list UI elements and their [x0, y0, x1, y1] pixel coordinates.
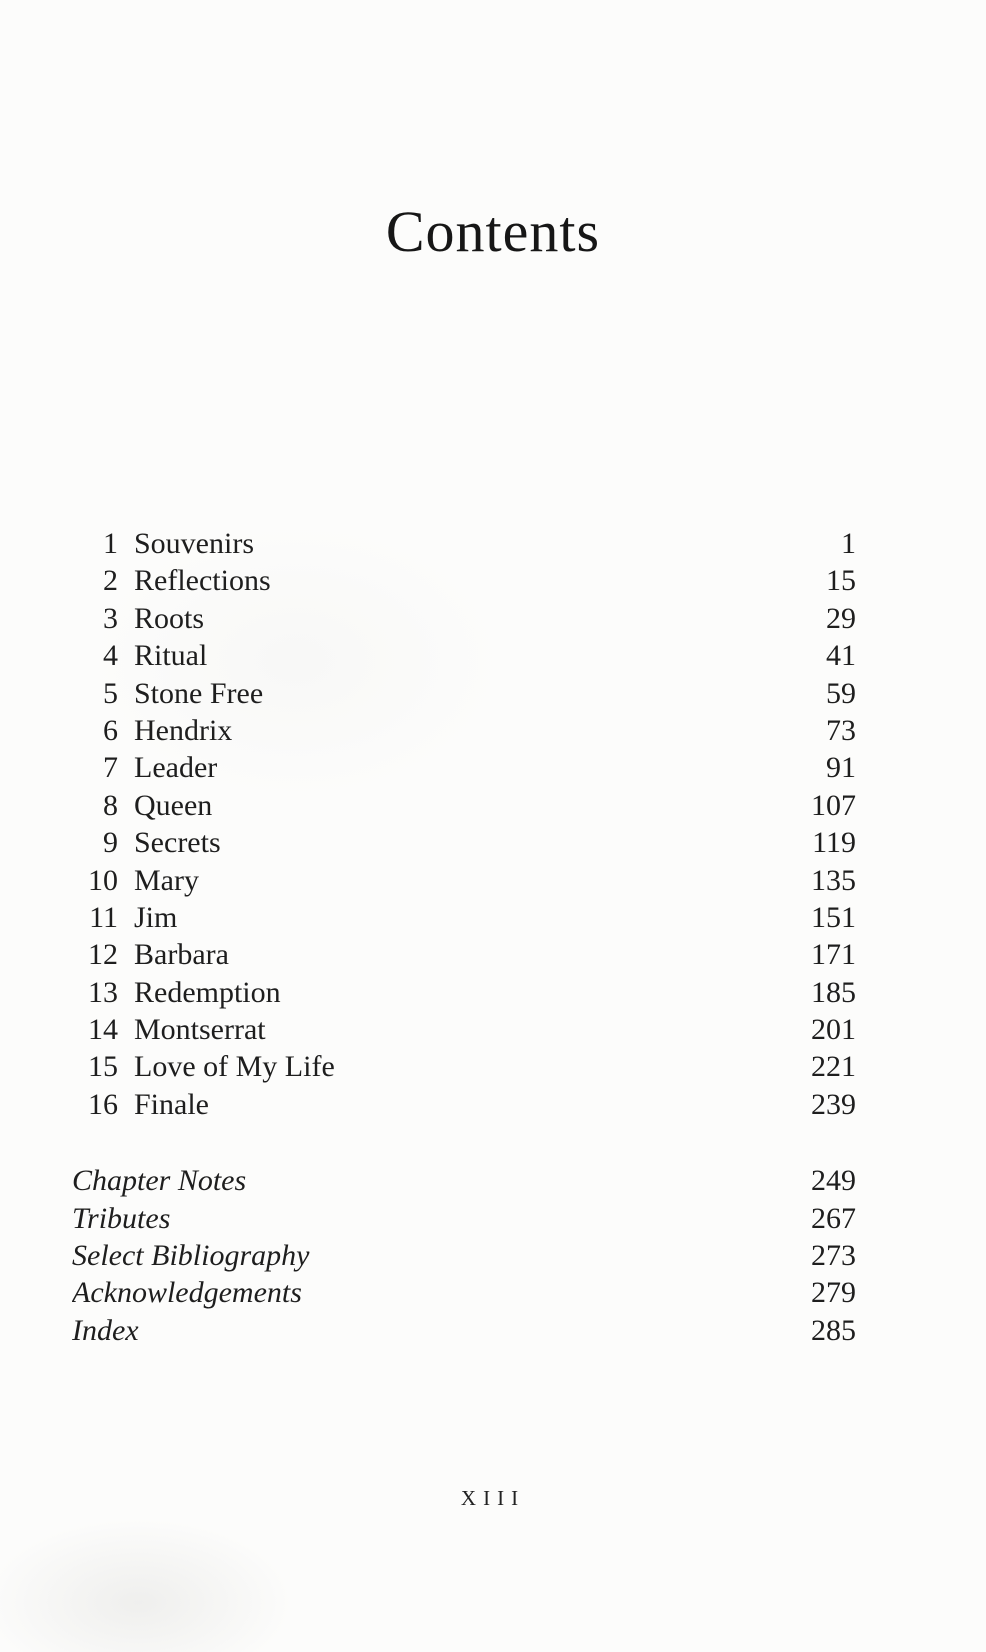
page-number: 119 [812, 826, 856, 860]
toc-row [72, 1200, 856, 1237]
chapter-title: Jim [134, 900, 178, 934]
back-matter-title: Select Bibliography [72, 1239, 310, 1273]
chapter-title: Redemption [134, 975, 281, 1009]
page-number: 91 [826, 751, 856, 785]
toc-row [72, 600, 856, 637]
chapter-number: 9 [103, 826, 118, 860]
chapter-number: 11 [89, 900, 118, 934]
toc-row [72, 1086, 856, 1123]
toc-row [72, 712, 856, 749]
chapter-number: 16 [88, 1087, 118, 1121]
table-of-contents [72, 525, 856, 1349]
folio-page-number: XIII [460, 1486, 526, 1510]
page-number: 185 [811, 975, 856, 1009]
chapter-number: 7 [103, 751, 118, 785]
back-matter-list [72, 1162, 856, 1349]
back-matter-title: Index [72, 1313, 139, 1347]
chapter-number: 5 [103, 676, 118, 710]
page-number: 201 [811, 1013, 856, 1047]
chapter-title: Hendrix [134, 713, 233, 747]
back-matter-title: Acknowledgements [72, 1276, 302, 1310]
toc-row [72, 862, 856, 899]
page-number: 171 [811, 938, 856, 972]
page-number: 73 [826, 713, 856, 747]
toc-row [72, 637, 856, 674]
toc-row [72, 936, 856, 973]
chapter-number: 3 [103, 601, 118, 635]
page-number: 59 [826, 676, 856, 710]
chapter-number: 8 [103, 788, 118, 822]
page-number: 249 [811, 1164, 856, 1198]
chapter-title: Leader [134, 751, 218, 785]
chapter-list [72, 525, 856, 1123]
chapter-title: Secrets [134, 826, 221, 860]
chapter-title: Mary [134, 863, 199, 897]
toc-row [72, 1237, 856, 1274]
chapter-number: 4 [103, 639, 118, 673]
toc-row [72, 1011, 856, 1048]
page-number: 273 [811, 1239, 856, 1273]
page-number: 267 [811, 1201, 856, 1235]
toc-row [72, 1274, 856, 1311]
toc-row [72, 787, 856, 824]
chapter-title: Ritual [134, 639, 208, 673]
chapter-title: Reflections [134, 564, 271, 598]
toc-row [72, 562, 856, 599]
page-number: 135 [811, 863, 856, 897]
page-number: 151 [811, 900, 856, 934]
chapter-title: Queen [134, 788, 213, 822]
chapter-title: Love of My Life [134, 1050, 335, 1084]
toc-row [72, 824, 856, 861]
page-number: 279 [811, 1276, 856, 1310]
page-number: 41 [826, 639, 856, 673]
chapter-title: Finale [134, 1087, 209, 1121]
page-number: 1 [841, 527, 856, 560]
chapter-title: Roots [134, 601, 205, 635]
chapter-title: Montserrat [134, 1013, 266, 1047]
chapter-number: 12 [88, 938, 118, 972]
toc-row [72, 675, 856, 712]
chapter-number: 2 [103, 564, 118, 598]
chapter-number: 14 [88, 1013, 118, 1047]
page-number: 107 [811, 788, 856, 822]
toc-row [72, 974, 856, 1011]
chapter-title: Stone Free [134, 676, 264, 710]
chapter-number: 15 [88, 1050, 118, 1084]
page-number: 239 [811, 1087, 856, 1121]
toc-row [72, 1162, 856, 1199]
back-matter-title: Tributes [72, 1201, 171, 1235]
chapter-number: 6 [103, 713, 118, 747]
page-number: 285 [811, 1313, 856, 1347]
back-matter-title: Chapter Notes [72, 1164, 247, 1198]
chapter-number: 13 [88, 975, 118, 1009]
chapter-title: Barbara [134, 938, 229, 972]
toc-row [72, 899, 856, 936]
chapter-number: 10 [88, 863, 118, 897]
toc-row [72, 1312, 856, 1349]
page-number: 15 [826, 564, 856, 598]
page-title: Contents [385, 199, 601, 264]
page-number: 29 [826, 601, 856, 635]
toc-row [72, 749, 856, 786]
toc-row [72, 1048, 856, 1085]
chapter-title: Souvenirs [134, 527, 254, 560]
page-number: 221 [811, 1050, 856, 1084]
toc-row [72, 525, 856, 562]
chapter-number: 1 [103, 527, 118, 560]
